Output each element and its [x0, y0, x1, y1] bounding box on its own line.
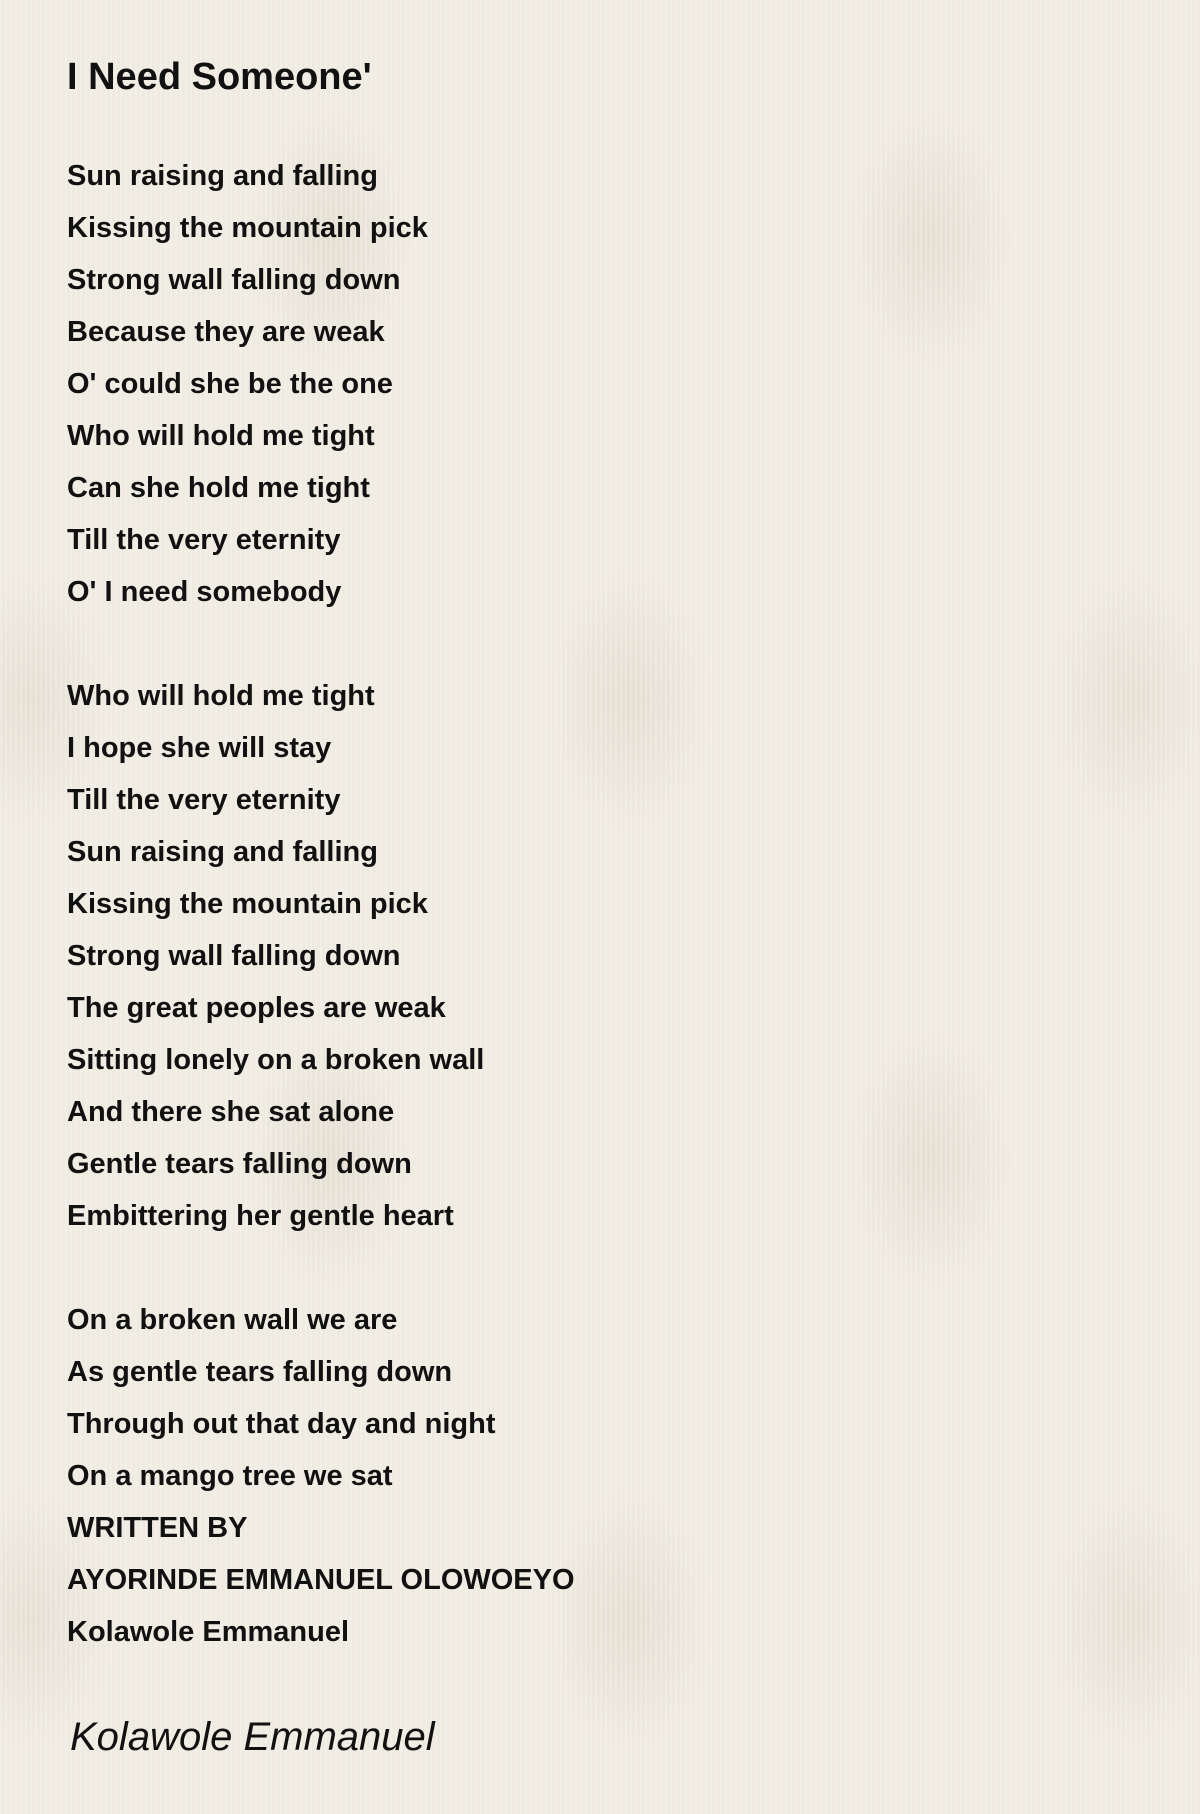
poem-line: Who will hold me tight [67, 680, 375, 712]
poem-line: Embittering her gentle heart [67, 1200, 454, 1232]
poem-line: Because they are weak [67, 316, 385, 348]
poem-body [67, 150, 1127, 1658]
poem-line: Gentle tears falling down [67, 1148, 412, 1180]
poem-line: Strong wall falling down [67, 264, 401, 296]
poem-line: Sitting lonely on a broken wall [67, 1044, 485, 1076]
stanza-1 [67, 150, 1127, 618]
poem-line: Sun raising and falling [67, 160, 378, 192]
poem-line: Sun raising and falling [67, 836, 378, 868]
poem-line: Till the very eternity [67, 524, 341, 556]
poem-line: Kissing the mountain pick [67, 888, 428, 920]
poem-line: O' I need somebody [67, 576, 342, 608]
poem-line: Can she hold me tight [67, 472, 370, 504]
stanza-3 [67, 1294, 1127, 1658]
poem-line: I hope she will stay [67, 732, 332, 764]
poem-line: On a broken wall we are [67, 1304, 398, 1336]
poem-line: Till the very eternity [67, 784, 341, 816]
poem-title: I Need Someone' [67, 56, 372, 98]
author-name-line: Kolawole Emmanuel [67, 1616, 350, 1648]
author-full-name: AYORINDE EMMANUEL OLOWOEYO [67, 1564, 575, 1596]
poem-line: The great peoples are weak [67, 992, 446, 1024]
poem-line: Kissing the mountain pick [67, 212, 428, 244]
poem-line: As gentle tears falling down [67, 1356, 453, 1388]
poem-line: Through out that day and night [67, 1408, 496, 1440]
poem-line: On a mango tree we sat [67, 1460, 393, 1492]
poem-line: Strong wall falling down [67, 940, 401, 972]
poet-signature: Kolawole Emmanuel [70, 1715, 435, 1759]
poem-line: And there she sat alone [67, 1096, 395, 1128]
poem-line: O' could she be the one [67, 368, 393, 400]
poem-page [67, 52, 1127, 1658]
stanza-2 [67, 670, 1127, 1242]
poem-line: Who will hold me tight [67, 420, 375, 452]
written-by-label: WRITTEN BY [67, 1512, 248, 1544]
